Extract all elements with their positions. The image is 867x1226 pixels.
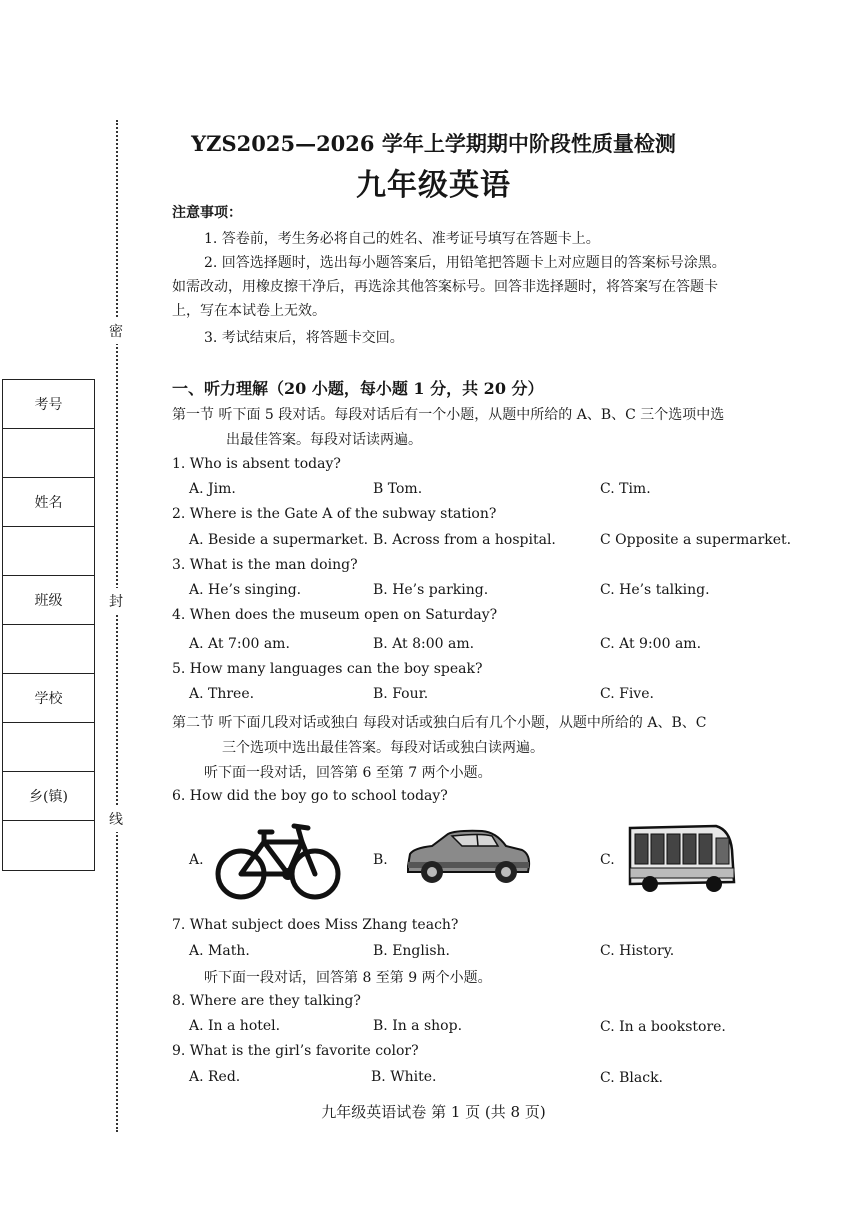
- question-5: 5. How many languages can the boy speak?: [172, 661, 483, 677]
- prompt-q6-q7: 听下面一段对话，回答第 6 至第 7 两个小题。: [204, 765, 492, 781]
- q2-option-c: C Opposite a supermarket.: [600, 532, 792, 548]
- q5-option-a: A. Three.: [189, 686, 255, 702]
- q4-option-b: B. At 8:00 am.: [373, 636, 475, 652]
- section1-instruction-cont: 出最佳答案。每段对话读两遍。: [226, 432, 422, 448]
- q1-option-b: B Tom.: [373, 481, 423, 497]
- field-label-name: 姓名: [3, 478, 94, 527]
- q9-option-b: B. White.: [371, 1069, 437, 1085]
- q9-option-c: C. Black.: [600, 1070, 663, 1086]
- note-3: 3. 考试结束后，将答题卡交回。: [204, 330, 404, 346]
- q8-option-c: C. In a bookstore.: [600, 1019, 726, 1035]
- notes-heading: 注意事项：: [172, 205, 242, 221]
- q1-option-c: C. Tim.: [600, 481, 651, 497]
- q6-option-a: A.: [189, 852, 204, 868]
- q8-option-b: B. In a shop.: [373, 1018, 463, 1034]
- section2-instruction-cont: 三个选项中选出最佳答案。每段对话或独白读两遍。: [222, 740, 544, 756]
- page-footer: 九年级英语试卷 第 1 页 (共 8 页): [321, 1103, 546, 1121]
- note-2-cont: 如需改动，用橡皮擦干净后，再选涂其他答案标号。回答非选择题时，将答案写在答题卡: [172, 279, 718, 295]
- q1-option-a: A. Jim.: [189, 481, 236, 497]
- field-label-exam-number: 考号: [3, 380, 94, 429]
- seal-char-mi: 密: [109, 318, 123, 344]
- note-2: 2. 回答选择题时，选出每小题答案后，用铅笔把答题卡上对应题目的答案标号涂黑。: [204, 255, 726, 271]
- student-info-table: [2, 379, 95, 871]
- question-1: 1. Who is absent today?: [172, 456, 341, 472]
- field-input-exam-number[interactable]: [3, 429, 94, 478]
- q6-option-c: C.: [600, 852, 615, 868]
- q7-option-a: A. Math.: [189, 943, 250, 959]
- question-3: 3. What is the man doing?: [172, 557, 358, 573]
- q5-option-b: B. Four.: [373, 686, 429, 702]
- seal-char-xian: 线: [109, 806, 123, 832]
- bus-icon: [626, 824, 738, 894]
- field-input-town[interactable]: [3, 821, 94, 870]
- section2-instruction: 第二节 听下面几段对话或独白 每段对话或独白后有几个小题，从题中所给的 A、B、C: [172, 715, 707, 731]
- field-input-school[interactable]: [3, 723, 94, 772]
- field-label-town: 乡(镇): [3, 772, 94, 821]
- part1-title: 一、听力理解（20 小题，每小题 1 分，共 20 分）: [172, 379, 544, 398]
- exam-title: YZS2025—2026 学年上学期期中阶段性质量检测: [191, 131, 676, 156]
- q3-option-c: C. He’s talking.: [600, 582, 710, 598]
- car-icon: [402, 828, 534, 886]
- prompt-q8-q9: 听下面一段对话，回答第 8 至第 9 两个小题。: [204, 970, 492, 986]
- q3-option-b: B. He’s parking.: [373, 582, 489, 598]
- note-2-cont2: 上，写在本试卷上无效。: [172, 303, 326, 319]
- q4-option-a: A. At 7:00 am.: [189, 636, 290, 652]
- q3-option-a: A. He’s singing.: [189, 582, 302, 598]
- question-8: 8. Where are they talking?: [172, 993, 361, 1009]
- q8-option-a: A. In a hotel.: [189, 1018, 281, 1034]
- question-6: 6. How did the boy go to school today?: [172, 788, 448, 804]
- question-7: 7. What subject does Miss Zhang teach?: [172, 917, 459, 933]
- question-9: 9. What is the girl’s favorite color?: [172, 1043, 419, 1059]
- q2-option-a: A. Beside a supermarket.: [189, 532, 369, 548]
- binding-dotted-line: [116, 120, 118, 1132]
- question-2: 2. Where is the Gate A of the subway station?: [172, 506, 497, 522]
- q5-option-c: C. Five.: [600, 686, 654, 702]
- q9-option-a: A. Red.: [189, 1069, 241, 1085]
- section1-instruction: 第一节 听下面 5 段对话。每段对话后有一个小题，从题中所给的 A、B、C 三个选项中选: [172, 407, 725, 423]
- field-input-name[interactable]: [3, 527, 94, 576]
- q7-option-c: C. History.: [600, 943, 675, 959]
- field-label-class: 班级: [3, 576, 94, 625]
- note-1: 1. 答卷前，考生务必将自己的姓名、准考证号填写在答题卡上。: [204, 231, 600, 247]
- question-4: 4. When does the museum open on Saturday?: [172, 607, 498, 623]
- seal-char-feng: 封: [109, 588, 123, 614]
- subject-title: 九年级英语: [356, 168, 511, 203]
- field-input-class[interactable]: [3, 625, 94, 674]
- q4-option-c: C. At 9:00 am.: [600, 636, 702, 652]
- bicycle-icon: [214, 818, 342, 904]
- field-label-school: 学校: [3, 674, 94, 723]
- q7-option-b: B. English.: [373, 943, 450, 959]
- q2-option-b: B. Across from a hospital.: [373, 532, 556, 548]
- q6-option-b: B.: [373, 852, 388, 868]
